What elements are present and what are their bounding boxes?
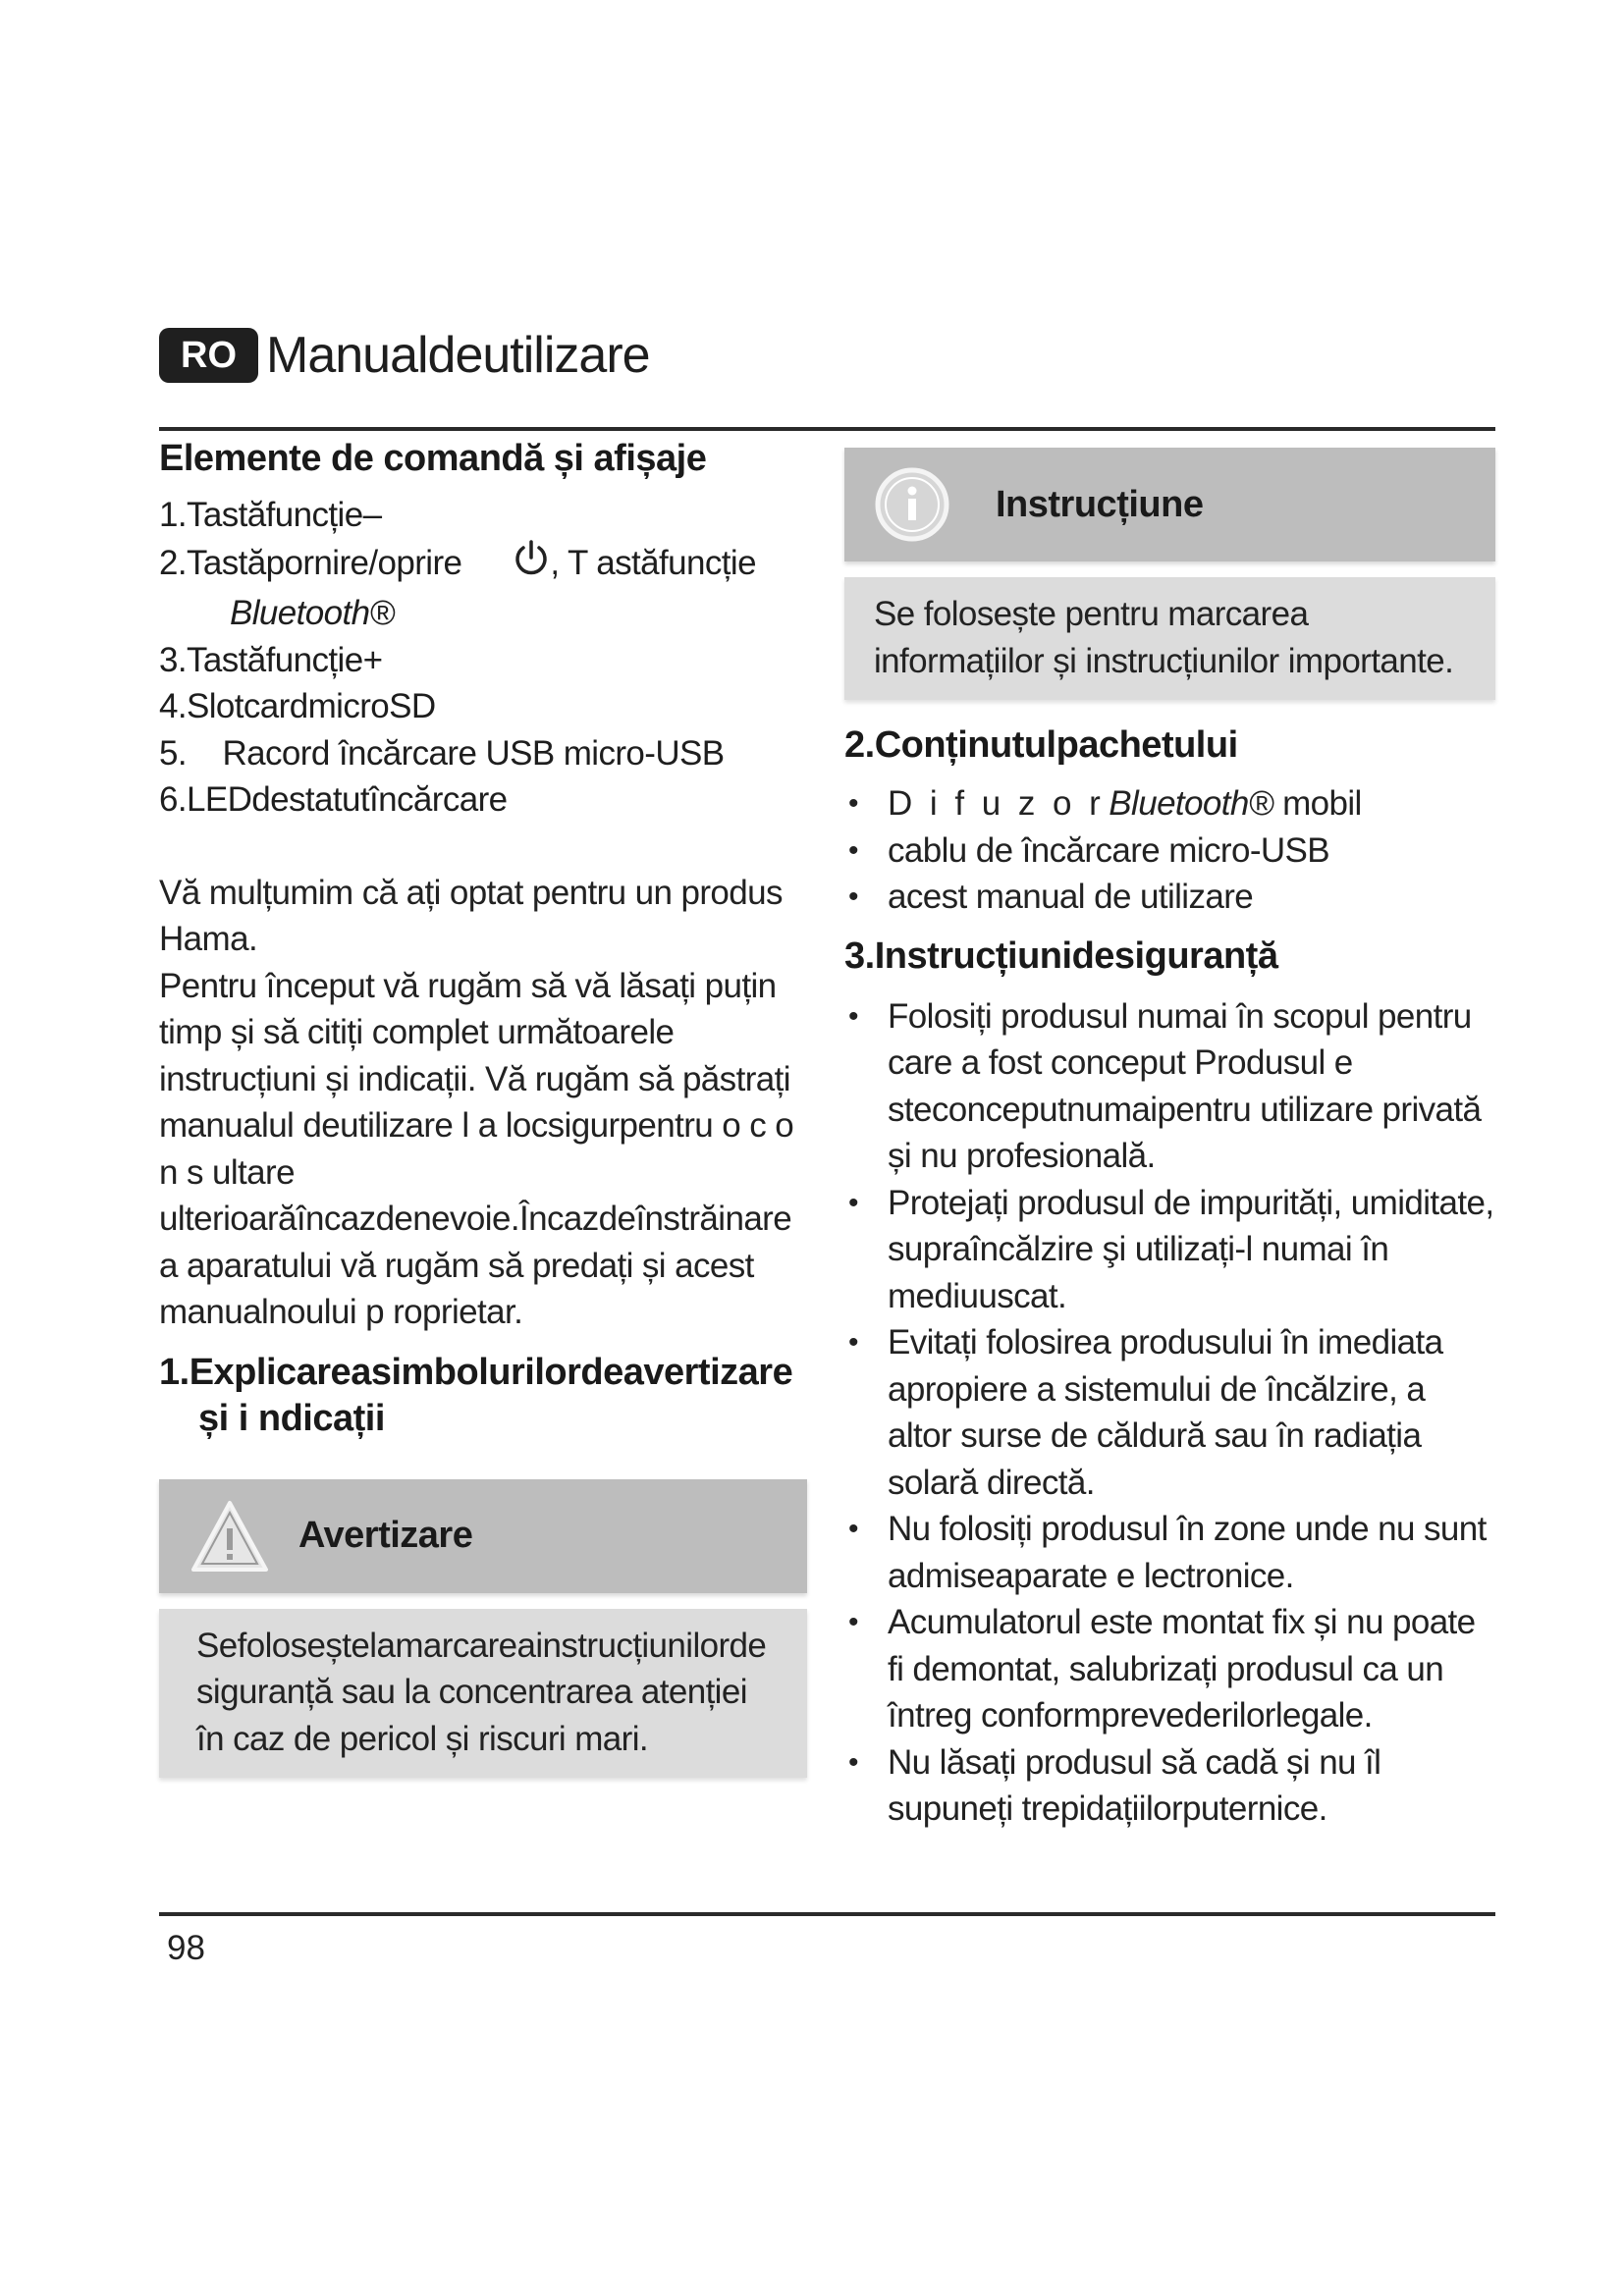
bottom-divider: [159, 1912, 1495, 1916]
intro-paragraph: Pentru început vă rugăm să vă lăsați puțin timp și să citiți complet următoarele instrucțiuni și indicații. Vă rugăm să păstrați manualul deutilizare l a locsigurpentru o c o n s ultare ulterioarăîncazdenevoie.Încazdeînstrăinare a aparatului vă rugăm să predați și acest manualnoului p roprietar.: [159, 966, 794, 1331]
language-badge: RO: [159, 328, 258, 383]
warning-title: Avertizare: [298, 1515, 473, 1556]
warning-header: [159, 1479, 807, 1593]
info-header: [844, 448, 1495, 561]
list-item: • Evitați folosirea produsului în imediata apropiere a sistemului de încălzire, a altor surse de căldură sau în radiația solară directă.: [844, 1319, 1495, 1506]
section1-heading: 1.Explicareasimbolurilordeavertizare și i ndicații: [159, 1351, 793, 1439]
control-item: 6.LEDdestatutîncărcare: [159, 780, 508, 819]
warning-body: Sefoloseștelamarcareainstrucțiunilorde siguranță sau la concentrarea atenției în caz de pericol și riscuri mari.: [159, 1609, 807, 1779]
control-item-sub: Bluetooth®: [230, 594, 395, 632]
power-icon: [513, 539, 550, 591]
control-item: 1.Tastăfuncție–: [159, 496, 382, 534]
page-title: Manualdeutilizare: [266, 327, 650, 384]
warning-box: [159, 1479, 807, 1779]
info-box: [844, 448, 1495, 700]
controls-list: [159, 492, 807, 824]
list-item: • cablu de încărcare micro-USB: [844, 828, 1495, 875]
controls-heading: Elemente de comandă și afișaje: [159, 438, 707, 479]
section3-heading: 3.Instrucțiunidesiguranță: [844, 934, 1278, 977]
info-body: Se folosește pentru marcarea informațiilor și instrucțiunilor importante.: [844, 577, 1495, 700]
control-item: 2.Tastăpornire/oprire , T astăfuncție: [159, 539, 807, 591]
list-item: • Nu lăsați produsul să cadă și nu îl supuneți trepidațiilorputernice.: [844, 1739, 1495, 1833]
warning-icon: [190, 1499, 269, 1574]
list-item: • acest manual de utilizare: [844, 874, 1495, 921]
control-item: 4.SlotcardmicroSD: [159, 687, 436, 725]
left-column: [159, 432, 807, 1778]
list-item: • Folosiți produsul numai în scopul pentru care a fost conceput Produsul e steconceputnumaipentru utilizare privată și nu profesională.: [844, 993, 1495, 1180]
intro-paragraph: Vă mulțumim că ați optat pentru un produs Hama.: [159, 873, 783, 958]
safety-list: [844, 993, 1495, 1833]
list-item: • Acumulatorul este montat fix și nu poate fi demontat, salubrizați produsul ca un întreg conformprevederilorlegale.: [844, 1599, 1495, 1739]
list-item: • D i f u z o r Bluetooth® mobil: [844, 780, 1495, 828]
info-icon: [874, 466, 950, 543]
info-title: Instrucțiune: [996, 483, 1204, 525]
control-item: 5. Racord încărcare USB micro-USB: [159, 733, 725, 773]
top-divider: [159, 427, 1495, 431]
list-item: • Protejați produsul de impurități, umiditate, supraîncălzire şi utilizați-l numai în mediuuscat.: [844, 1180, 1495, 1320]
section2-heading: 2.Conținutulpachetului: [844, 724, 1238, 766]
control-item: 3.Tastăfuncție+: [159, 640, 383, 679]
package-contents-list: [844, 780, 1495, 921]
page-header: [159, 326, 650, 385]
page-number: 98: [167, 1929, 205, 1967]
right-column: [844, 448, 1495, 1833]
list-item: • Nu folosiți produsul în zone unde nu sunt admiseaparate e lectronice.: [844, 1506, 1495, 1599]
